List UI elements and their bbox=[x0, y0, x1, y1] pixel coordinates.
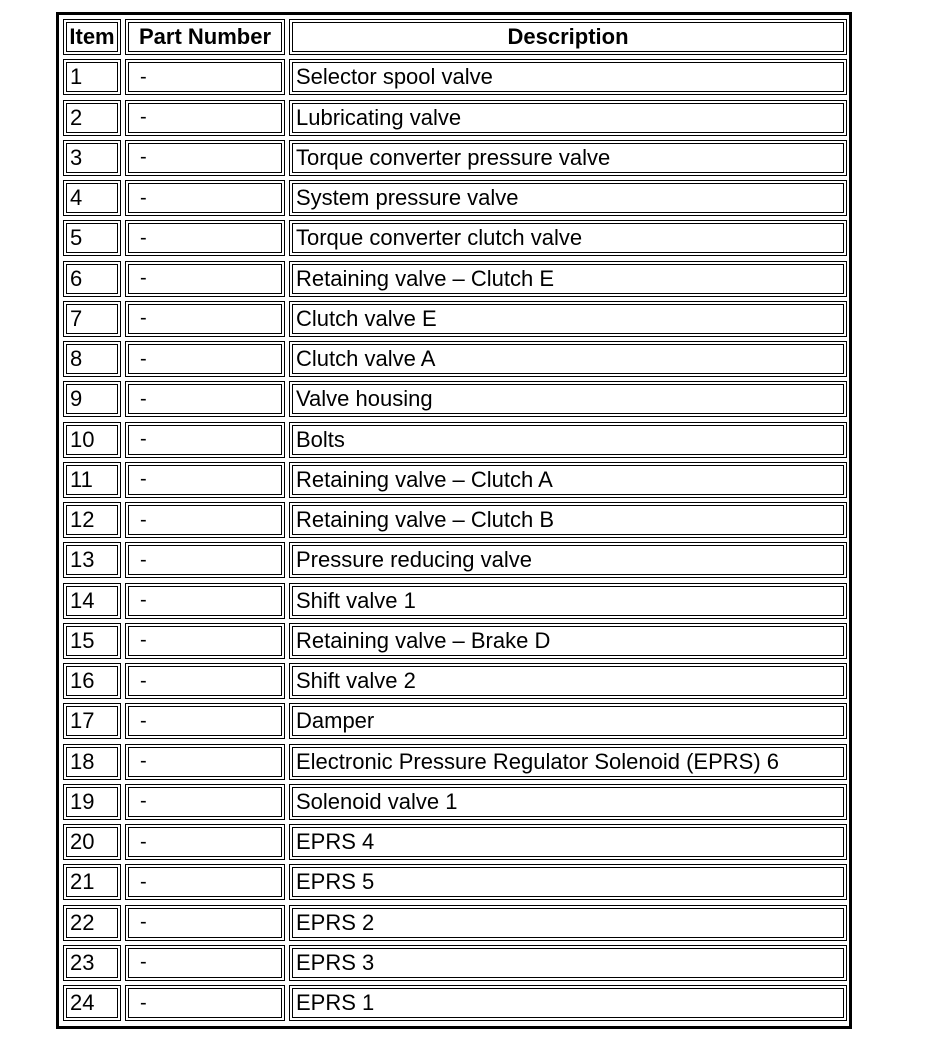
cell-item: 7 bbox=[63, 301, 121, 337]
cell-item: 19 bbox=[63, 784, 121, 820]
cell-item: 17 bbox=[63, 703, 121, 739]
cell-item: 1 bbox=[63, 59, 121, 95]
cell-description: Damper bbox=[289, 703, 847, 739]
header-description: Description bbox=[289, 19, 847, 55]
cell-description: Retaining valve – Clutch B bbox=[289, 502, 847, 538]
cell-part-number: - bbox=[125, 140, 285, 176]
cell-part-number: - bbox=[125, 703, 285, 739]
cell-part-number: - bbox=[125, 623, 285, 659]
cell-item: 9 bbox=[63, 381, 121, 417]
cell-part-number: - bbox=[125, 663, 285, 699]
cell-part-number: - bbox=[125, 945, 285, 981]
cell-part-number: - bbox=[125, 261, 285, 297]
cell-part-number: - bbox=[125, 985, 285, 1021]
cell-part-number: - bbox=[125, 905, 285, 941]
cell-description: Torque converter pressure valve bbox=[289, 140, 847, 176]
cell-item: 6 bbox=[63, 261, 121, 297]
cell-part-number: - bbox=[125, 542, 285, 578]
cell-part-number: - bbox=[125, 341, 285, 377]
header-item: Item bbox=[63, 19, 121, 55]
cell-description: Clutch valve A bbox=[289, 341, 847, 377]
cell-description: Electronic Pressure Regulator Solenoid (EPRS) 6 bbox=[289, 744, 847, 780]
cell-item: 4 bbox=[63, 180, 121, 216]
cell-description: EPRS 3 bbox=[289, 945, 847, 981]
header-part-number: Part Number bbox=[125, 19, 285, 55]
cell-part-number: - bbox=[125, 824, 285, 860]
cell-description: Retaining valve – Brake D bbox=[289, 623, 847, 659]
cell-item: 8 bbox=[63, 341, 121, 377]
cell-item: 22 bbox=[63, 905, 121, 941]
cell-item: 15 bbox=[63, 623, 121, 659]
cell-part-number: - bbox=[125, 744, 285, 780]
cell-description: Bolts bbox=[289, 422, 847, 458]
cell-description: Lubricating valve bbox=[289, 100, 847, 136]
cell-description: Valve housing bbox=[289, 381, 847, 417]
cell-description: Torque converter clutch valve bbox=[289, 220, 847, 256]
cell-part-number: - bbox=[125, 59, 285, 95]
cell-part-number: - bbox=[125, 462, 285, 498]
cell-description: Retaining valve – Clutch E bbox=[289, 261, 847, 297]
cell-description: Solenoid valve 1 bbox=[289, 784, 847, 820]
cell-item: 2 bbox=[63, 100, 121, 136]
cell-part-number: - bbox=[125, 220, 285, 256]
cell-part-number: - bbox=[125, 583, 285, 619]
cell-description: Selector spool valve bbox=[289, 59, 847, 95]
cell-description: Shift valve 2 bbox=[289, 663, 847, 699]
cell-item: 14 bbox=[63, 583, 121, 619]
cell-description: EPRS 4 bbox=[289, 824, 847, 860]
cell-item: 3 bbox=[63, 140, 121, 176]
cell-item: 12 bbox=[63, 502, 121, 538]
cell-part-number: - bbox=[125, 502, 285, 538]
cell-description: Clutch valve E bbox=[289, 301, 847, 337]
cell-part-number: - bbox=[125, 864, 285, 900]
cell-item: 24 bbox=[63, 985, 121, 1021]
cell-description: System pressure valve bbox=[289, 180, 847, 216]
cell-part-number: - bbox=[125, 180, 285, 216]
cell-description: Pressure reducing valve bbox=[289, 542, 847, 578]
cell-item: 20 bbox=[63, 824, 121, 860]
cell-item: 16 bbox=[63, 663, 121, 699]
cell-part-number: - bbox=[125, 784, 285, 820]
cell-item: 18 bbox=[63, 744, 121, 780]
cell-part-number: - bbox=[125, 301, 285, 337]
cell-description: Shift valve 1 bbox=[289, 583, 847, 619]
cell-description: EPRS 5 bbox=[289, 864, 847, 900]
cell-item: 5 bbox=[63, 220, 121, 256]
parts-table-grid bbox=[63, 19, 845, 1022]
parts-table bbox=[56, 12, 852, 1029]
cell-description: Retaining valve – Clutch A bbox=[289, 462, 847, 498]
cell-part-number: - bbox=[125, 100, 285, 136]
cell-item: 10 bbox=[63, 422, 121, 458]
cell-item: 23 bbox=[63, 945, 121, 981]
cell-item: 13 bbox=[63, 542, 121, 578]
cell-item: 21 bbox=[63, 864, 121, 900]
cell-description: EPRS 2 bbox=[289, 905, 847, 941]
cell-item: 11 bbox=[63, 462, 121, 498]
cell-description: EPRS 1 bbox=[289, 985, 847, 1021]
cell-part-number: - bbox=[125, 422, 285, 458]
cell-part-number: - bbox=[125, 381, 285, 417]
